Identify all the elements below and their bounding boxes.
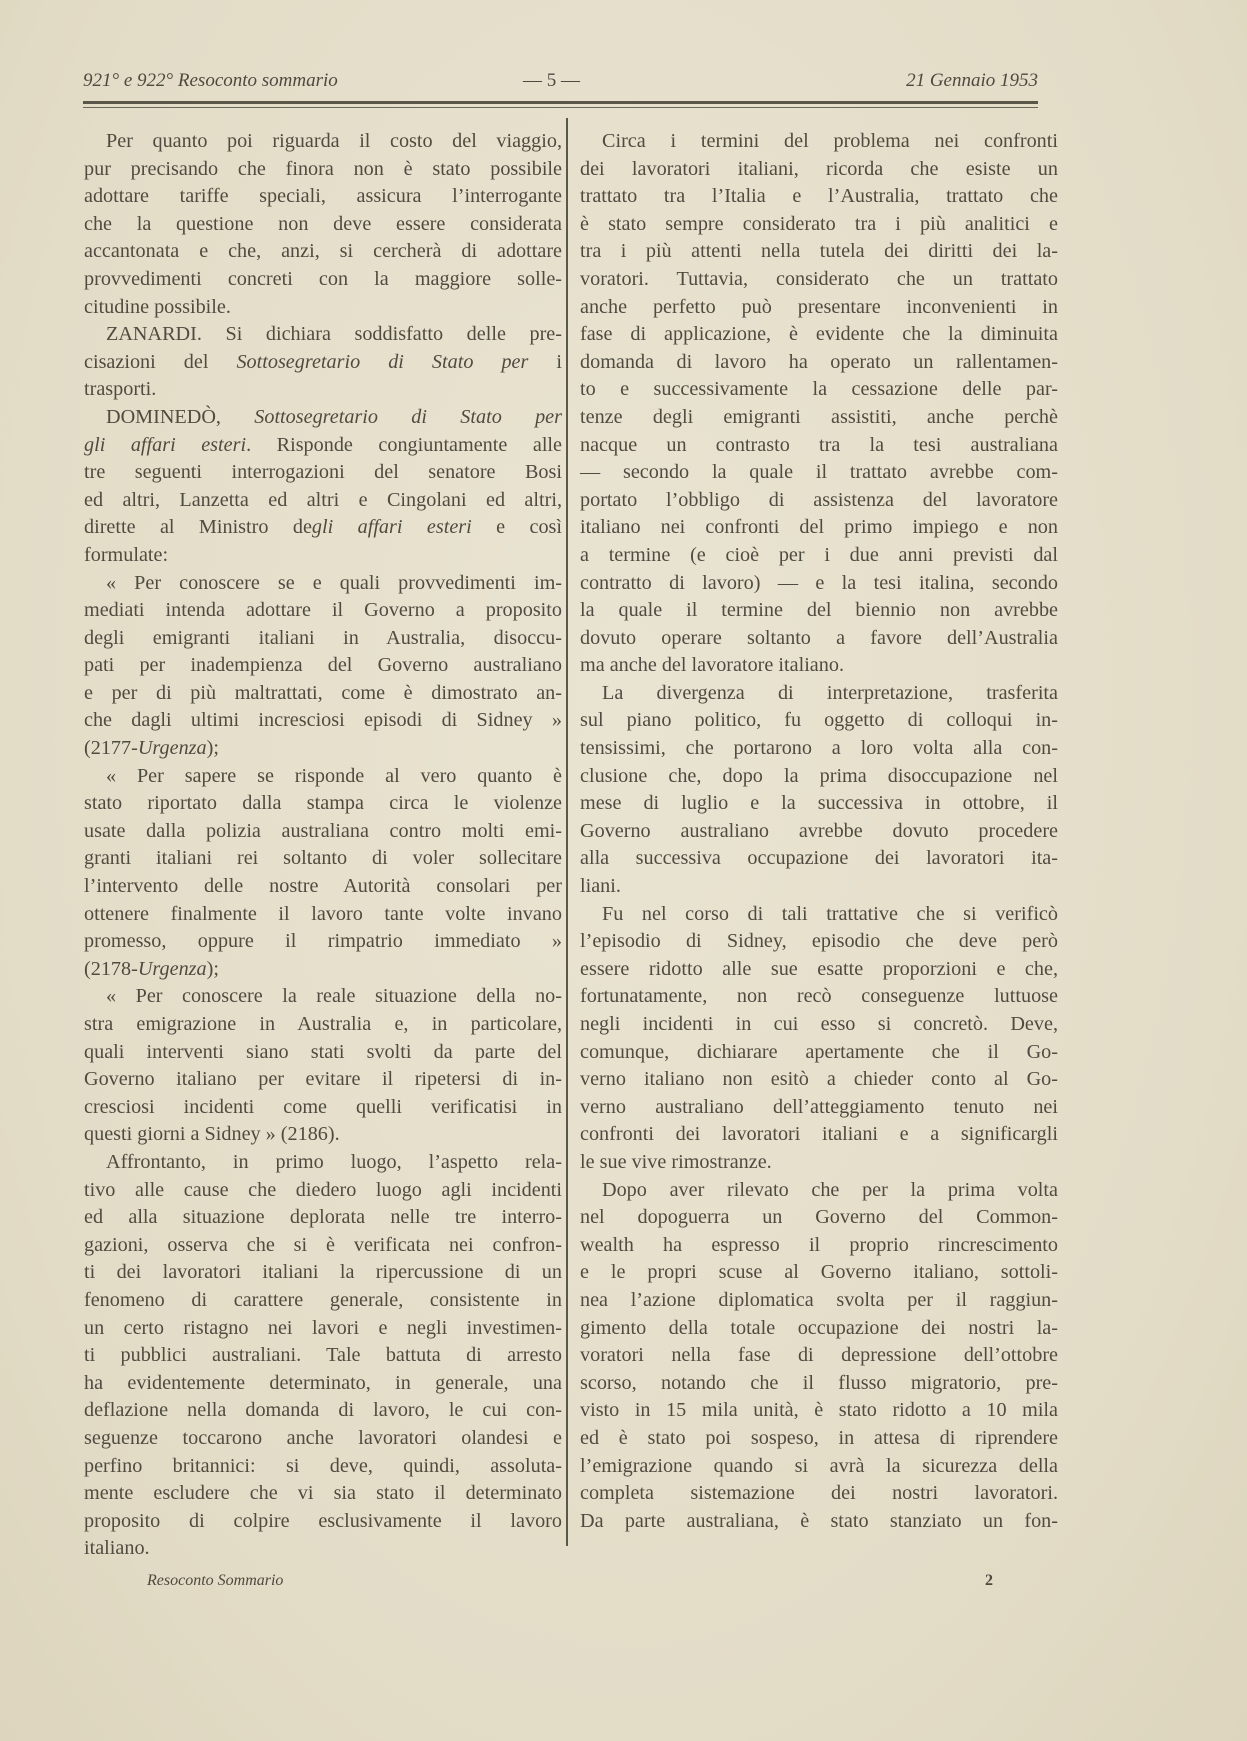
- text-line: e le propri scuse al Governo italiano, sottoli-: [580, 1261, 1058, 1284]
- text-line: deflazione nella domanda di lavoro, le cui con-: [84, 1399, 562, 1422]
- text-line: wealth ha espresso il proprio rincrescimento: [580, 1233, 1058, 1256]
- text-line: visto in 15 mila unità, è stato ridotto a 10 mila: [580, 1399, 1058, 1422]
- text-line: pati per inadempienza del Governo australiano: [84, 654, 562, 677]
- text-line: scorso, notando che il flusso migratorio, pre-: [580, 1371, 1058, 1394]
- text-line: sul piano politico, fu oggetto di colloqui in-: [580, 709, 1058, 732]
- text-line: verno italiano non esitò a chieder conto al Go-: [580, 1068, 1058, 1091]
- text-line: clusione che, dopo la prima disoccupazione nel: [580, 764, 1058, 787]
- text-line: adottare tariffe speciali, assicura l’interrogante: [84, 185, 562, 208]
- text-line: cisazioni del Sottosegretario di Stato per i: [84, 350, 562, 373]
- text-line: l’intervento delle nostre Autorità consolari per: [84, 875, 562, 898]
- text-line: to e successivamente la cessazione delle par-: [580, 378, 1058, 401]
- text-line: anche perfetto può presentare inconvenienti in: [580, 295, 1058, 318]
- text-line: ottenere finalmente il lavoro tante volte invano: [84, 902, 562, 925]
- text-line: stra emigrazione in Australia e, in particolare,: [84, 1013, 562, 1035]
- text-line: Governo australiano avrebbe dovuto procedere: [580, 819, 1058, 842]
- text-line: domanda di lavoro ha operato un rallentamen-: [580, 350, 1058, 373]
- text-line: voratori. Tuttavia, considerato che un trattato: [580, 267, 1058, 290]
- text-line: accantonata e che, anzi, si cercherà di adottare: [84, 240, 562, 263]
- text-line: Fu nel corso di tali trattative che si verificò: [602, 902, 1058, 925]
- text-line: (2177-Urgenza);: [84, 737, 219, 760]
- text-line: fenomeno di carattere generale, consistente in: [84, 1288, 562, 1311]
- text-line: ti pubblici australiani. Tale battuta di arresto: [84, 1344, 562, 1367]
- text-line: gazioni, osserva che si è verificata nei confron-: [84, 1233, 562, 1256]
- text-line: la quale il termine del biennio non avrebbe: [580, 599, 1058, 622]
- text-line: tre seguenti interrogazioni del senatore Bosi: [84, 461, 562, 484]
- text-line: tenze degli emigranti assistiti, anche perchè: [580, 405, 1058, 428]
- text-line: comunque, dichiarare apertamente che il Go-: [580, 1040, 1058, 1063]
- header-date: 21 Gennaio 1953: [906, 70, 1038, 91]
- text-line: provvedimenti concreti con la maggiore solle-: [84, 267, 562, 290]
- text-line: mente escludere che vi sia stato il determinato: [84, 1482, 562, 1505]
- text-line: voratori nella fase di depressione dell’ottobre: [580, 1344, 1058, 1367]
- text-line: contratto di lavoro) — e la tesi italina, secondo: [580, 571, 1058, 594]
- text-line: usate dalla polizia australiana contro molti emi-: [84, 819, 562, 842]
- text-line: ed altri, Lanzetta ed altri e Cingolani ed altri,: [84, 488, 562, 511]
- text-line: Per quanto poi riguarda il costo del viaggio,: [106, 130, 562, 152]
- left-column: [84, 128, 562, 1563]
- text-line: italiano.: [84, 1537, 150, 1560]
- text-line: formulate:: [84, 543, 169, 566]
- text-line: l’emigrazione quando si avrà la sicurezza della: [580, 1454, 1058, 1477]
- text-line: tra i più attenti nella tutela dei diritti dei la-: [580, 240, 1058, 263]
- text-line: stato riportato dalla stampa circa le violenze: [84, 792, 562, 815]
- text-line: DOMINEDÒ, Sottosegretario di Stato per: [106, 405, 562, 428]
- text-line: trattato tra l’Italia e l’Australia, trattato che: [580, 185, 1058, 208]
- text-line: nacque un contrasto tra la tesi australiana: [580, 433, 1058, 456]
- text-line: « Per conoscere la reale situazione della no-: [106, 985, 562, 1008]
- text-line: completa sistemazione dei nostri lavoratori.: [580, 1482, 1058, 1505]
- text-line: citudine possibile.: [84, 295, 231, 318]
- text-line: quali interventi siano stati svolti da parte del: [84, 1040, 562, 1063]
- text-line: negli incidenti in cui esso si concretò. Deve,: [580, 1013, 1058, 1035]
- text-line: ha evidentemente determinato, in generale, una: [84, 1371, 562, 1394]
- text-line: gimento della totale occupazione dei nostri la-: [580, 1316, 1058, 1339]
- text-line: tensissimi, che portarono a loro volta alla con-: [580, 737, 1058, 760]
- text-line: mese di luglio e la successiva in ottobre, il: [580, 792, 1058, 815]
- text-line: proposito di colpire esclusivamente il lavoro: [84, 1509, 562, 1532]
- text-line: questi giorni a Sidney » (2186).: [84, 1123, 340, 1146]
- text-line: alla successiva occupazione dei lavoratori ita-: [580, 847, 1058, 870]
- text-line: pur precisando che finora non è stato possibile: [84, 157, 562, 180]
- text-line: dirette al Ministro degli affari esteri e così: [84, 516, 563, 539]
- header-rule-thick: [83, 101, 1038, 104]
- text-line: ma anche del lavoratore italiano.: [580, 654, 844, 677]
- text-line: che dagli ultimi incresciosi episodi di Sidney »: [84, 709, 562, 732]
- text-line: seguenze toccarono anche lavoratori olandesi e: [84, 1426, 562, 1449]
- page-header: [83, 70, 1038, 100]
- text-line: nea l’azione diplomatica svolta per il raggiun-: [580, 1288, 1058, 1311]
- text-line: tivo alle cause che diedero luogo agli incidenti: [84, 1178, 562, 1201]
- text-line: le sue vive rimostranze.: [580, 1150, 772, 1173]
- text-line: trasporti.: [84, 378, 157, 401]
- text-line: portato l’obbligo di assistenza del lavoratore: [580, 488, 1058, 511]
- column-divider: [566, 118, 568, 1546]
- text-line: confronti dei lavoratori italiani e a significargli: [580, 1123, 1058, 1146]
- text-line: ti dei lavoratori italiani la ripercussione di un: [84, 1261, 562, 1284]
- text-line: un certo ristagno nei lavori e negli investimen-: [84, 1316, 562, 1339]
- text-line: ZANARDI. Si dichiara soddisfatto delle pre-: [106, 323, 562, 346]
- text-line: essere ridotto alle sue esatte proporzioni e che,: [580, 957, 1058, 980]
- text-line: nel dopoguerra un Governo del Common-: [580, 1206, 1058, 1229]
- header-session-title: 921° e 922° Resoconto sommario: [83, 70, 338, 91]
- text-line: Affrontanto, in primo luogo, l’aspetto rela-: [106, 1150, 562, 1173]
- header-rule-thin: [83, 107, 1038, 108]
- text-line: perfino britannici: si deve, quindi, assoluta-: [84, 1454, 562, 1477]
- text-line: dovuto operare soltanto a favore dell’Australia: [580, 626, 1058, 649]
- text-line: l’episodio di Sidney, episodio che deve però: [580, 930, 1058, 953]
- text-line: promesso, oppure il rimpatrio immediato »: [84, 930, 562, 953]
- text-line: Circa i termini del problema nei confronti: [602, 130, 1058, 152]
- text-line: « Per sapere se risponde al vero quanto è: [106, 764, 562, 787]
- text-line: Da parte australiana, è stato stanziato un fon-: [580, 1509, 1058, 1532]
- text-line: ed è stato poi sospeso, in attesa di riprendere: [580, 1426, 1058, 1449]
- text-line: italiano nei confronti del primo impiego e non: [580, 516, 1058, 539]
- text-line: gli affari esteri. Risponde congiuntamente alle: [84, 433, 562, 456]
- text-line: La divergenza di interpretazione, trasferita: [602, 681, 1058, 704]
- text-line: verno australiano dell’atteggiamento tenuto nei: [580, 1095, 1058, 1118]
- text-line: Dopo aver rilevato che per la prima volta: [602, 1178, 1058, 1201]
- text-line: a termine (e cioè per i due anni previsti dal: [580, 543, 1058, 566]
- header-page-number: — 5 —: [523, 70, 580, 91]
- footer-publication-name: Resoconto Sommario: [147, 1572, 284, 1589]
- text-line: è stato sempre considerato tra i più analitici e: [580, 212, 1058, 235]
- text-line: « Per conoscere se e quali provvedimenti im-: [106, 571, 562, 594]
- text-line: degli emigranti italiani in Australia, disoccu-: [84, 626, 562, 649]
- footer-signature-number: 2: [985, 1572, 993, 1589]
- text-line: (2178-Urgenza);: [84, 957, 219, 980]
- text-line: Governo italiano per evitare il ripetersi di in-: [84, 1068, 562, 1091]
- text-line: mediati intenda adottare il Governo a proposito: [84, 599, 562, 622]
- text-line: fortunatamente, non recò conseguenze luttuose: [580, 985, 1058, 1008]
- text-line: ed alla situazione deplorata nelle tre interro-: [84, 1206, 562, 1229]
- text-line: — secondo la quale il trattato avrebbe com-: [580, 461, 1058, 484]
- text-line: cresciosi incidenti come quelli verificatisi in: [84, 1095, 562, 1118]
- text-line: dei lavoratori italiani, ricorda che esiste un: [580, 157, 1058, 180]
- text-line: liani.: [580, 875, 621, 898]
- text-line: e per di più maltrattati, come è dimostrato an-: [84, 681, 562, 704]
- text-line: granti italiani rei soltanto di voler sollecitare: [84, 847, 562, 870]
- text-line: fase di applicazione, è evidente che la diminuita: [580, 323, 1058, 346]
- text-line: che la questione non deve essere considerata: [84, 212, 562, 235]
- right-column: [580, 128, 1058, 1535]
